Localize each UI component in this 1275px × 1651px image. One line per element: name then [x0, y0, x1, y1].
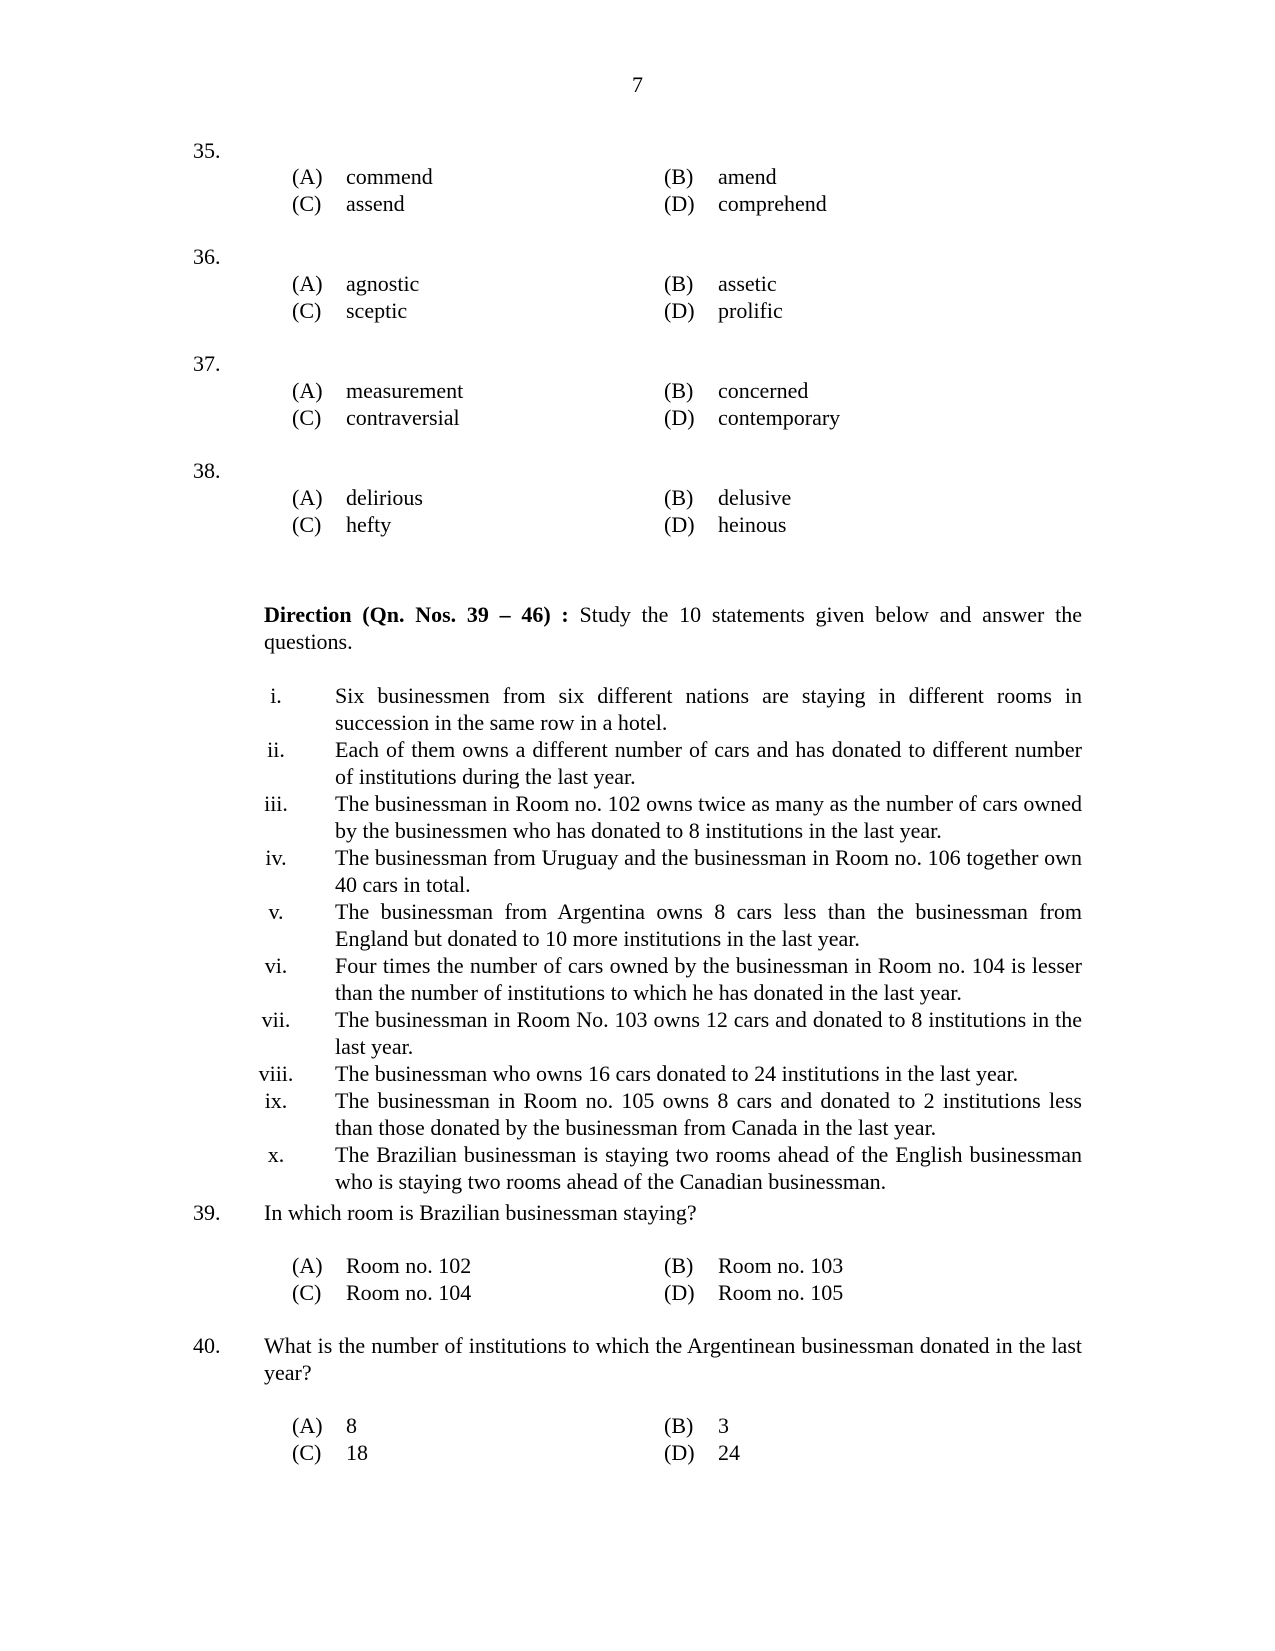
option-c: (C) Room no. 104 [292, 1280, 472, 1305]
option-c: (C) 18 [292, 1440, 368, 1465]
question-35-options [292, 163, 892, 217]
question-number: 35. [193, 138, 221, 163]
statement-item: v. The businessman from Argentina owns 8 cars less than the businessman from England but donated to 10 more institutions in the last year. [268, 899, 1082, 951]
question-39-options [292, 1252, 892, 1306]
option-c: (C) sceptic [292, 298, 408, 323]
question-38-options [292, 484, 892, 538]
option-a: (A) measurement [292, 378, 464, 403]
option-b: (B) delusive [664, 485, 792, 510]
option-a: (A) 8 [292, 1413, 357, 1438]
question-40-options [292, 1412, 892, 1466]
option-b: (B) concerned [664, 378, 809, 403]
option-c: (C) contraversial [292, 405, 460, 430]
statement-item: viii. The businessman who owns 16 cars donated to 24 institutions in the last year. [258, 1061, 1019, 1086]
option-d: (D) comprehend [664, 191, 827, 216]
option-b: (B) assetic [664, 271, 777, 296]
option-a: (A) agnostic [292, 271, 420, 296]
option-d: (D) contemporary [664, 405, 841, 430]
statement-item: x. The Brazilian businessman is staying two rooms ahead of the English businessman who is staying two rooms ahead of the Canadian businessman. [267, 1142, 1082, 1194]
option-d: (D) heinous [664, 512, 787, 537]
statement-item: i. Six businessmen from six different nations are staying in different rooms in succession in the same row in a hotel. [270, 683, 1082, 735]
question-number: 37. [193, 351, 221, 376]
statement-item: vi. Four times the number of cars owned by the businessman in Room no. 104 is lesser than the number of institutions to which he has donated in the last year. [264, 953, 1082, 1005]
page-number: 7 [632, 72, 643, 97]
option-c: (C) assend [292, 191, 405, 216]
question-37-options [292, 377, 892, 431]
question-36-options [292, 270, 892, 324]
question-text: What is the number of institutions to which the Argentinean businessman donated in the last year? [264, 1333, 1082, 1385]
option-c: (C) hefty [292, 512, 392, 537]
question-number: 38. [193, 458, 221, 483]
question-number: 40. [193, 1333, 221, 1358]
question-number: 36. [193, 244, 221, 269]
question-number: 39. [193, 1200, 221, 1225]
option-d: (D) prolific [664, 298, 783, 323]
option-b: (B) 3 [664, 1413, 729, 1438]
statement-item: ix. The businessman in Room no. 105 owns 8 cars and donated to 2 institutions less than those donated by the businessman from Canada in the last year. [264, 1088, 1082, 1140]
question-text: In which room is Brazilian businessman staying? [264, 1200, 697, 1225]
statement-item: ii. Each of them owns a different number of cars and has donated to different number of institutions during the last year. [267, 737, 1082, 789]
option-b: (B) Room no. 103 [664, 1253, 844, 1278]
option-a: (A) commend [292, 164, 433, 189]
direction-label: Direction (Qn. Nos. 39 – 46) : [264, 602, 569, 627]
option-d: (D) 24 [664, 1440, 740, 1465]
option-a: (A) Room no. 102 [292, 1253, 472, 1278]
statement-item: iii. The businessman in Room no. 102 owns twice as many as the number of cars owned by the businessmen who has donated to 8 institutions in the last year. [264, 791, 1082, 843]
option-d: (D) Room no. 105 [664, 1280, 844, 1305]
option-a: (A) delirious [292, 485, 423, 510]
direction-text: Study the 10 statements given below and answer the questions. [264, 602, 1082, 654]
option-b: (B) amend [664, 164, 777, 189]
statement-list [250, 682, 1082, 1195]
direction-paragraph [264, 601, 1082, 655]
statement-item: iv. The businessman from Uruguay and the businessman in Room no. 106 together own 40 cars in total. [265, 845, 1082, 897]
statement-item: vii. The businessman in Room No. 103 owns 12 cars and donated to 8 institutions in the last year. [261, 1007, 1082, 1059]
